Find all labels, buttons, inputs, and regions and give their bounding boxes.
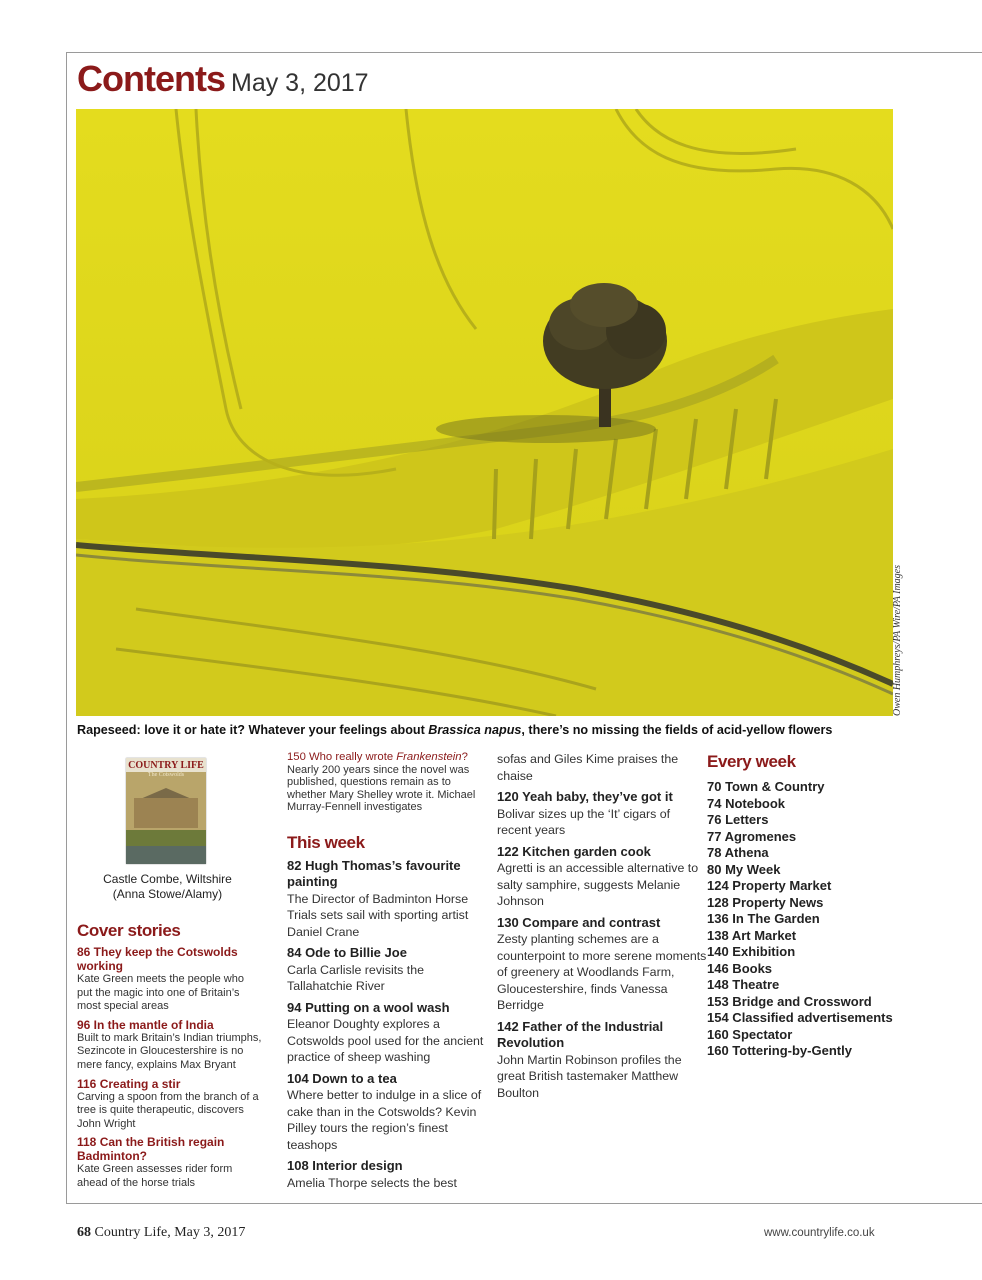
article-desc: John Martin Robinson profiles the great British tastemaker Matthew Boulton [497,1052,682,1100]
lead-article[interactable] [287,751,492,814]
every-week-item[interactable]: 76 Letters [707,812,769,827]
footer-url[interactable]: www.countrylife.co.uk [764,1227,875,1239]
every-week-item[interactable]: 128 Property News [707,894,824,910]
every-week-column [707,752,907,1060]
list-item[interactable] [287,1071,492,1154]
list-item[interactable] [287,858,492,941]
every-week-item[interactable]: 138 Art Market [707,927,797,943]
rapeseed-photo [76,109,893,716]
every-week-item[interactable]: 136 In The Garden [707,911,820,926]
cover-river [126,846,206,864]
list-item[interactable] [287,1158,492,1191]
cover-story-desc: Carving a spoon from the branch of a tree is quite therapeutic, discovers John Wright [77,1090,259,1130]
cover-story-title: 116 Creating a stir [77,1076,181,1091]
photo-credit [892,564,912,736]
every-week-item[interactable]: 74 Notebook [707,795,786,811]
page-number: 68 [77,1225,91,1240]
article-desc: Agretti is an accessible alternative to salty samphire, suggests Melanie Johnson [497,861,699,908]
caption-text-end: , there’s no missing the fields of acid-yellow flowers [521,723,833,737]
article-title: 122 Kitchen garden cook [497,843,651,859]
every-week-item[interactable]: 154 Classified advertisements [707,1010,893,1025]
cover-caption-location: Castle Combe, Wiltshire [103,872,232,886]
cover-story-desc: Built to mark Britain’s Indian triumphs, Sezincote in Gloucestershire is no mere fancy, explains Max Bryant [77,1031,262,1071]
list-item[interactable] [77,1077,262,1132]
article-desc-continued: sofas and Giles Kime praises the chaise [497,752,679,783]
cover-caption-credit: (Anna Stowe/Alamy) [112,887,223,901]
lead-title-text: 150 Who really wrote [287,751,397,763]
every-week-item[interactable]: 160 Tottering-by-Gently [707,1043,852,1058]
cover-story-desc: Kate Green meets the people who put the magic into one of Britain’s most special areas [77,973,244,1013]
article-title: 82 Hugh Thomas’s favourite painting [287,857,461,890]
cover-story-title: 118 Can the British regain Badminton? [77,1135,225,1164]
list-item[interactable] [287,945,492,995]
list-item[interactable] [77,945,262,1014]
article-desc: Amelia Thorpe selects the best [287,1175,457,1190]
rapeseed-field-illustration [76,109,893,716]
caption-text: Rapeseed: love it or hate it? Whatever your feelings about [77,723,429,737]
cover-story-title: 86 They keep the Cotswolds working [77,945,238,973]
article-desc: The Director of Badminton Horse Trials sets sail with sporting artist Daniel Crane [287,891,469,939]
magazine-cover-thumbnail [126,758,206,864]
every-week-item[interactable]: 160 Spectator [707,1026,793,1042]
this-week-column-continued [497,751,707,1101]
cover-story-desc: Kate Green assesses rider form ahead of the horse trials [77,1163,233,1189]
every-week-item[interactable]: 78 Athena [707,845,769,860]
issue-date: May 3, 2017 [231,69,369,97]
photo-credit-text: Owen Humphreys/PA Wire/PA Images [892,564,903,716]
every-week-item[interactable]: 153 Bridge and Crossword [707,993,872,1009]
contents-heading: Contents [77,58,225,99]
list-item[interactable] [497,844,707,910]
every-week-item[interactable]: 77 Agromenes [707,828,797,844]
article-title: 130 Compare and contrast [497,914,661,930]
cover-stories-column [77,921,262,1191]
article-title: 142 Father of the Industrial Revolution [497,1018,664,1050]
list-item[interactable] [497,915,707,1014]
page-title [77,58,369,100]
every-week-item[interactable]: 146 Books [707,960,773,976]
article-title: 84 Ode to Billie Joe [287,945,407,961]
article-desc: Zesty planting schemes are a counterpoint to more serene moments of greenery at Woodlands Farm, Gloucestershire, finds Vanessa Berridge [497,932,707,1012]
caption-latin-name: Brassica napus [428,723,522,737]
footer-folio [77,1225,245,1241]
list-item[interactable] [77,1018,262,1073]
list-item[interactable] [287,1000,492,1066]
article-title: 104 Down to a tea [287,1070,397,1086]
list-item[interactable] [77,1135,262,1190]
cover-caption [80,872,255,902]
cover-subtitle: The Cotswolds [147,772,185,778]
article-title: 108 Interior design [287,1158,403,1174]
cover-house [134,798,198,828]
photo-caption [77,723,832,737]
cover-stories-heading: Cover stories [77,921,181,940]
lead-title-book: Frankenstein [396,751,462,763]
article-desc: Where better to indulge in a slice of cake than in the Cotswolds? Kevin Pilley tours the region’s finest teashops [287,1088,482,1152]
article-desc: Eleanor Doughty explores a Cotswolds pool used for the ancient practice of sheep washing [287,1017,484,1065]
article-title: 94 Putting on a wool wash [287,999,450,1015]
cover-story-title: 96 In the mantle of India [77,1017,214,1032]
article-desc: Carla Carlisle revisits the Tallahatchie River [287,962,425,994]
lead-article-title [287,751,492,764]
every-week-item[interactable]: 70 Town & Country [707,779,825,794]
article-desc: Bolivar sizes up the ‘It’ cigars of recent years [497,806,671,837]
lead-title-end: ? [461,751,468,763]
this-week-heading: This week [287,832,365,852]
this-week-column [287,751,492,1191]
list-item[interactable] [497,789,707,839]
cover-masthead: COUNTRY LIFE [126,758,206,772]
footer-magazine: Country Life, May 3, 2017 [94,1225,246,1240]
list-item[interactable] [497,1019,707,1102]
every-week-heading: Every week [707,752,796,771]
every-week-item[interactable]: 124 Property Market [707,878,832,893]
every-week-item[interactable]: 140 Exhibition [707,944,796,959]
every-week-item[interactable]: 80 My Week [707,861,781,877]
article-title: 120 Yeah baby, they’ve got it [497,789,673,804]
every-week-item[interactable]: 148 Theatre [707,977,780,992]
lead-article-desc: Nearly 200 years since the novel was published, questions remain as to whether Mary Shelley wrote it. Michael Murray-Fennell investigates [287,764,476,814]
